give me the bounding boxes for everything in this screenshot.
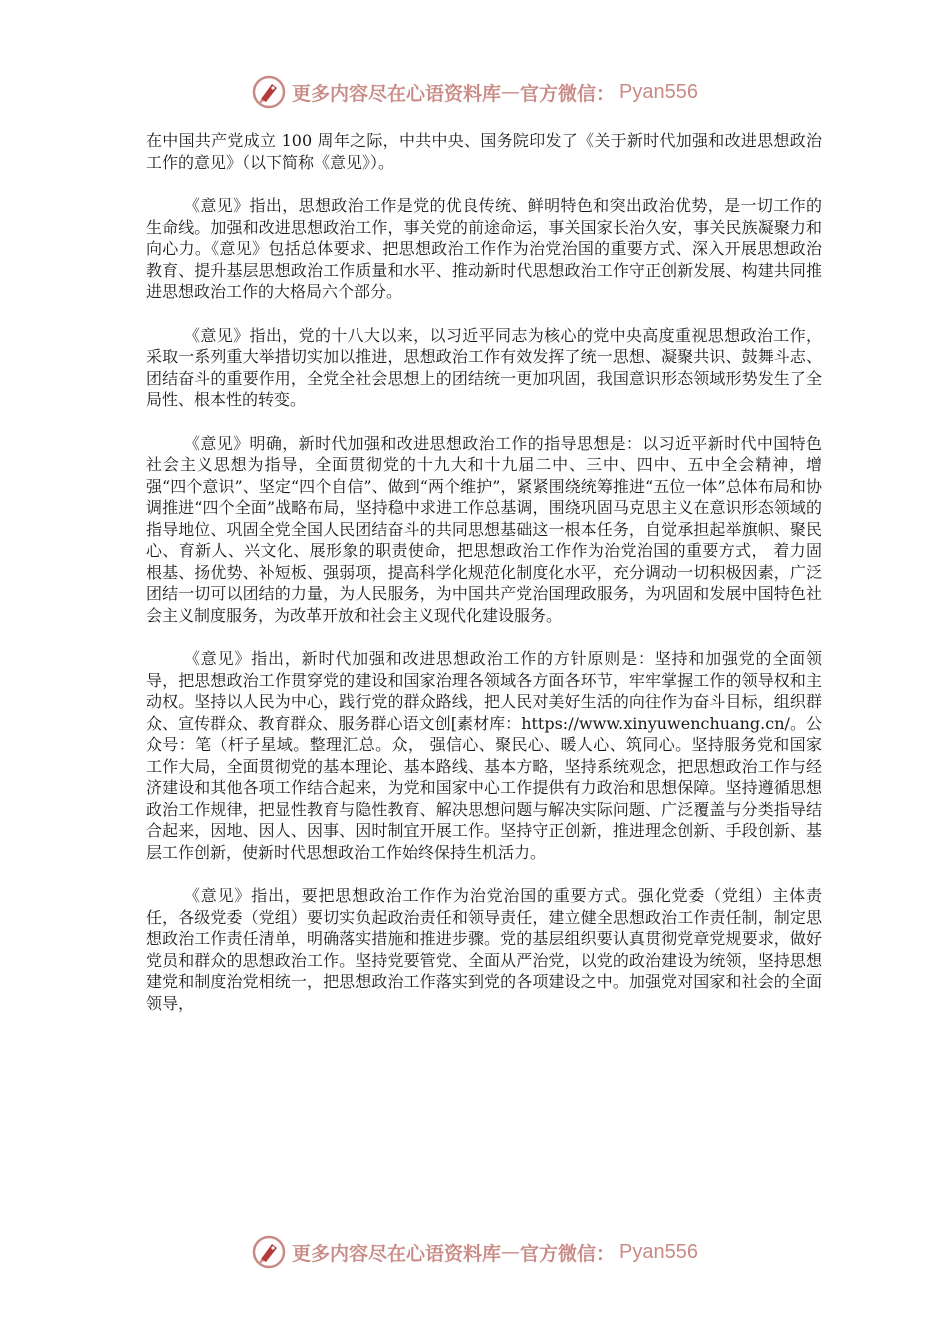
document-body: [146, 130, 822, 1036]
pen-nib-logo-icon: [252, 1235, 286, 1269]
banner-wechat-label: 官方微信：: [520, 82, 616, 105]
banner-separator: —: [501, 81, 521, 103]
banner-brand-text: 更多内容尽在心语资料库: [292, 82, 502, 105]
banner-wechat-id: Pyan556: [619, 1240, 698, 1263]
banner-wechat-id: Pyan556: [619, 80, 698, 103]
body-paragraph-2: 《意见》指出，党的十八大以来，以习近平同志为核心的党中央高度重视思想政治工作，采取一系列重大举措切实加以推进，思想政治工作有效发挥了统一思想、凝聚共识、鼓舞斗志、团结奋斗的重要作用，全党全社会思想上的团结统一更加巩固，我国意识形态领域形势发生了全局性、根本性的转变。: [146, 325, 822, 409]
banner-brand-text: 更多内容尽在心语资料库: [292, 1242, 502, 1265]
intro-paragraph: 在中国共产党成立 100 周年之际，中共中央、国务院印发了《关于新时代加强和改进思想政治工作的意见》（以下简称《意见》）。: [146, 131, 822, 172]
header-watermark-banner: [0, 72, 950, 112]
body-paragraph-3: 《意见》明确，新时代加强和改进思想政治工作的指导思想是：以习近平新时代中国特色社会主义思想为指导，全面贯彻党的十九大和十九届二中、三中、四中、五中全会精神，增强“四个意识”、坚定“四个自信”、做到“两个维护”，紧紧围绕统筹推进“五位一体”总体布局和协调推进“四个全面”战略布局，坚持稳中求进工作总基调，围绕巩固马克思主义在意识形态领域的指导地位、巩固全党全国人民团结奋斗的共同思想基础这一根本任务，自觉承担起举旗帜、聚民心、育新人、兴文化、展形象的职责使命，把思想政治工作作为治党治国的重要方式， 着力固根基、扬优势、补短板、强弱项，提高科学化规范化制度化水平，充分调动一切积极因素，广泛团结一切可以团结的力量，为人民服务，为中国共产党治国理政服务，为巩固和发展中国特色社会主义制度服务，为改革开放和社会主义现代化建设服务。: [146, 433, 822, 625]
banner-wechat-label: 官方微信：: [520, 1242, 616, 1265]
body-paragraph-5: 《意见》指出，要把思想政治工作作为治党治国的重要方式。强化党委（党组）主体责任，各级党委（党组）要切实负起政治责任和领导责任，建立健全思想政治工作责任制，制定思想政治工作责任清单，明确落实措施和推进步骤。党的基层组织要认真贯彻党章党规要求，做好党员和群众的思想政治工作。坚持党要管党、全面从严治党，以党的政治建设为统领，坚持思想建党和制度治党相统一，把思想政治工作落实到党的各项建设之中。加强党对国家和社会的全面领导，: [146, 886, 822, 1013]
body-paragraph-1: 《意见》指出，思想政治工作是党的优良传统、鲜明特色和突出政治优势，是一切工作的生命线。加强和改进思想政治工作，事关党的前途命运，事关国家长治久安，事关民族凝聚力和向心力。《意见》包括总体要求、把思想政治工作作为治党治国的重要方式、深入开展思想政治教育、提升基层思想政治工作质量和水平、推动新时代思想政治工作守正创新发展、构建共同推进思想政治工作的大格局六个部分。: [146, 196, 822, 301]
banner-separator: —: [501, 1241, 521, 1263]
footer-watermark-banner: [0, 1232, 950, 1272]
pen-nib-logo-icon: [252, 75, 286, 109]
body-paragraph-4: 《意见》指出，新时代加强和改进思想政治工作的方针原则是：坚持和加强党的全面领导，把思想政治工作贯穿党的建设和国家治理各领域各方面各环节，牢牢掌握工作的领导权和主动权。坚持以人民为中心，践行党的群众路线，把人民对美好生活的向往作为奋斗目标，组织群众、宣传群众、教育群众、服务群心语文创[素材库：https://www.xinyuwenchuang.cn/。公众号：笔（杆子星域。整理汇总。众， 强信心、聚民心、暖人心、筑同心。坚持服务党和国家工作大局，全面贯彻党的基本理论、基本路线、基本方略，坚持系统观念，把思想政治工作与经济建设和其他各项工作结合起来，为党和国家中心工作提供有力政治和思想保障。坚持遵循思想政治工作规律，把显性教育与隐性教育、解决思想问题与解决实际问题、广泛覆盖与分类指导结合起来，因地、因人、因事、因时制宜开展工作。坚持守正创新，推进理念创新、手段创新、基层工作创新，使新时代思想政治工作始终保持生机活力。: [146, 649, 822, 862]
